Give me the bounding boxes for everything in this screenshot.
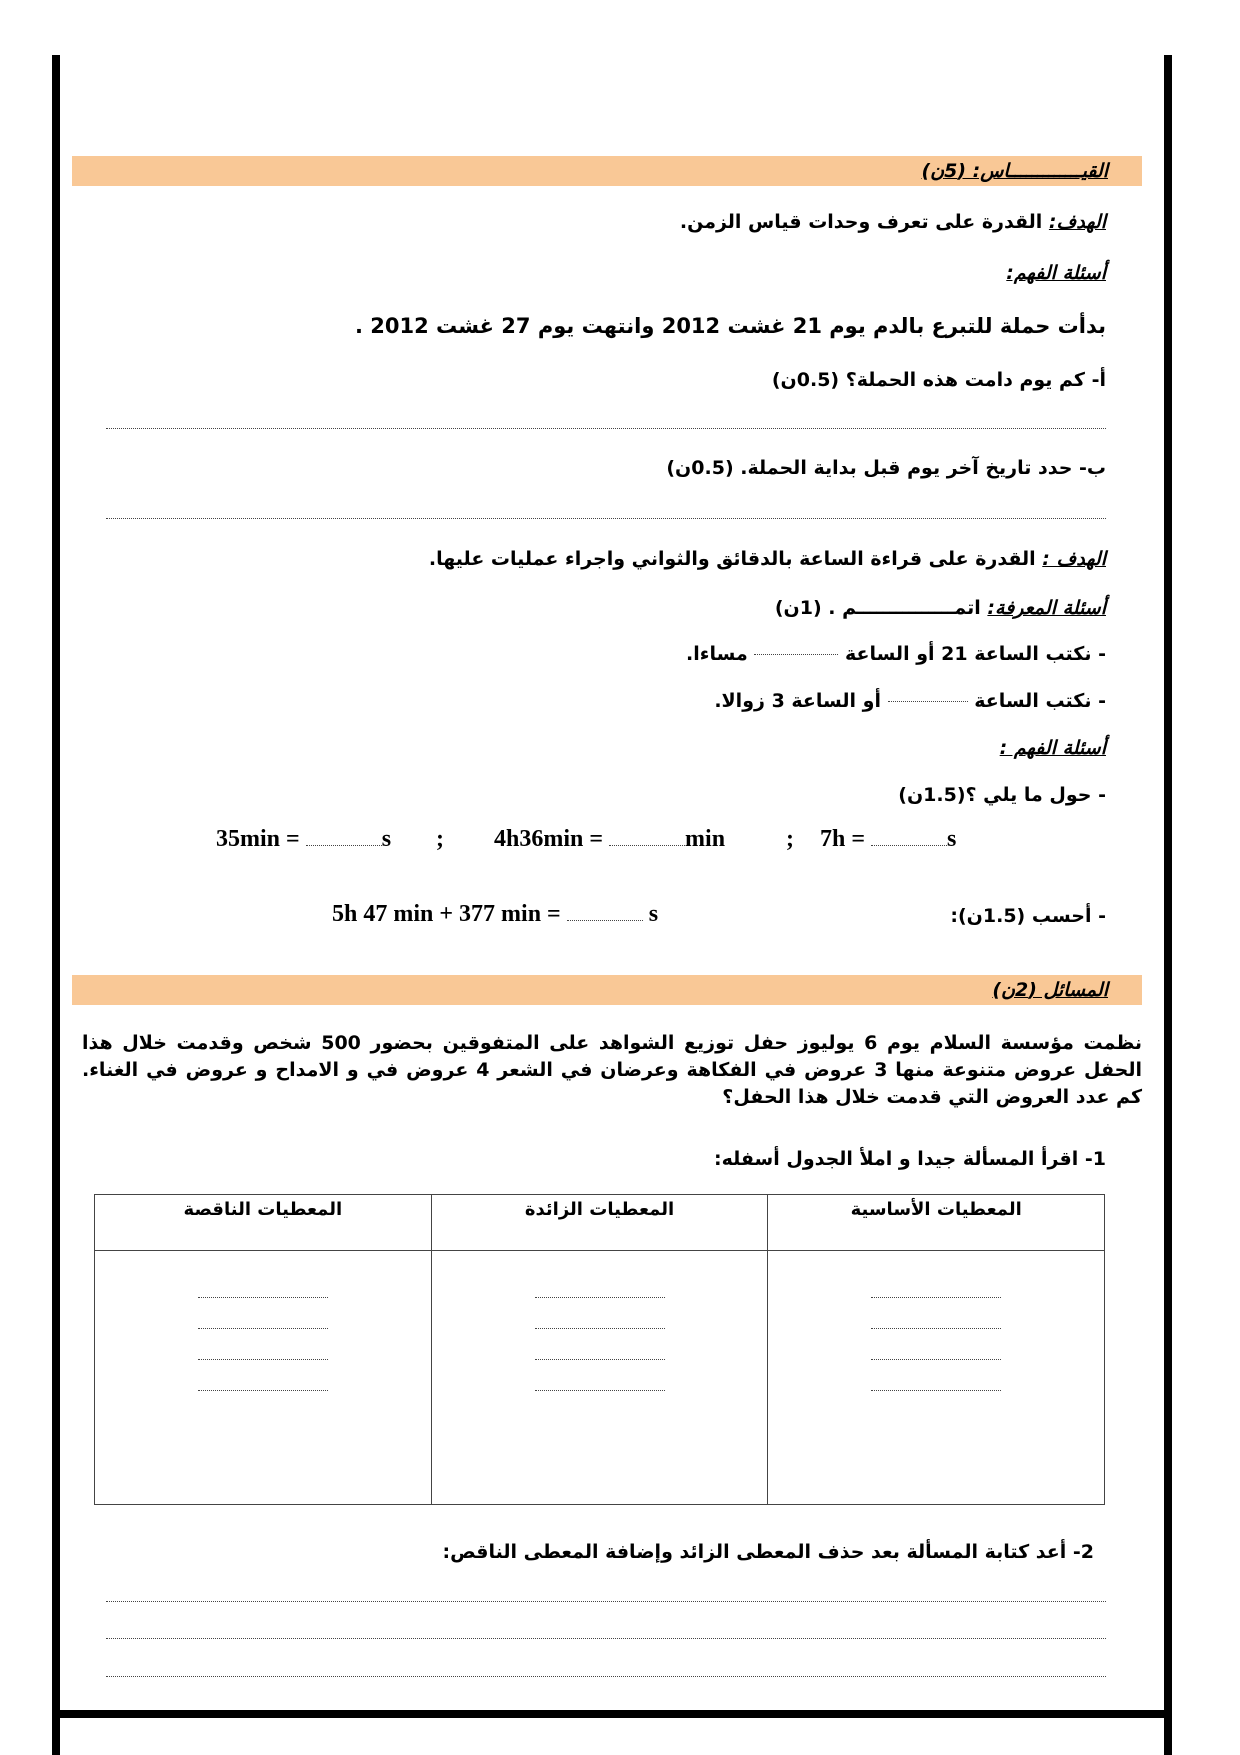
cell-line[interactable] <box>198 1359 328 1360</box>
goal-2-label: الهدف : <box>1042 548 1106 570</box>
table-row <box>95 1251 1105 1505</box>
cell-line[interactable] <box>535 1359 665 1360</box>
cell-line[interactable] <box>535 1328 665 1329</box>
statement: بدأت حملة للتبرع بالدم يوم 21 غشت 2012 وانتهت يوم 27 غشت 2012 . <box>354 314 1106 338</box>
rewrite-line-2[interactable] <box>106 1638 1106 1639</box>
knowledge-item-1: - نكتب الساعة 21 أو الساعة مساءا. <box>686 643 1106 665</box>
question-2: 2- أعد كتابة المسألة بعد حذف المعطى الزائد وإضافة المعطى الناقص: <box>442 1541 1094 1563</box>
compute-instruction: - أحسب (1.5ن): <box>950 905 1106 927</box>
goal-1-label: الهدف: <box>1048 211 1106 233</box>
cell-essential[interactable] <box>768 1251 1105 1505</box>
table-header-row <box>95 1195 1105 1251</box>
cell-line[interactable] <box>535 1297 665 1298</box>
blank-1[interactable] <box>754 654 838 655</box>
header-missing: المعطيات الناقصة <box>95 1195 432 1251</box>
header-essential: المعطيات الأساسية <box>768 1195 1105 1251</box>
goal-2 <box>429 546 1106 572</box>
question-1: 1- اقرأ المسألة جيدا و املأ الجدول أسفله: <box>713 1148 1106 1170</box>
comprehension-label: أسئلة الفهم: <box>1006 262 1106 284</box>
convert-instruction: - حول ما يلي ؟(1.5ن) <box>898 784 1106 806</box>
cell-line[interactable] <box>198 1297 328 1298</box>
knowledge-question <box>775 595 1106 621</box>
cell-line[interactable] <box>198 1390 328 1391</box>
measure-header-band <box>72 156 1142 186</box>
conversion-2: 4h36min = min <box>494 826 726 852</box>
separator-2: ; <box>786 826 794 852</box>
conversion-1: 35min = s <box>216 826 392 852</box>
knowledge-text: اتمـــــــــــــــم . (1ن) <box>774 597 988 619</box>
goal-2-text: القدرة على قراءة الساعة بالدقائق والثواني واجراء عمليات عليها. <box>428 548 1043 570</box>
header-extra: المعطيات الزائدة <box>431 1195 768 1251</box>
goal-1-text: القدرة على تعرف وحدات قياس الزمن. <box>679 211 1049 233</box>
cell-extra[interactable] <box>431 1251 768 1505</box>
compute-expression: 5h 47 min + 377 min = s <box>332 901 659 927</box>
right-border <box>1164 55 1172 1755</box>
problem-text: نظمت مؤسسة السلام يوم 6 يوليوز حفل توزيع الشواهد على المتفوقين بحضور 500 شخص وقدمت خلال هذا الحفل عروض متنوعة منها 3 عروض في الفكاهة وعرضان في الشعر 4 عروض في و الامداح و عروض في الغناء. كم عدد العروض التي قدمت خلال هذا الحفل؟ <box>82 1032 1143 1108</box>
goal-1 <box>680 209 1106 235</box>
answer-line-a[interactable] <box>106 428 1106 429</box>
answer-line-b[interactable] <box>106 518 1106 519</box>
cell-line[interactable] <box>871 1359 1001 1360</box>
cell-line[interactable] <box>198 1328 328 1329</box>
conversion-1-blank[interactable] <box>306 845 382 846</box>
comprehension-label-2: أسئلة الفهم : <box>999 737 1106 759</box>
rewrite-line-1[interactable] <box>106 1601 1106 1602</box>
cell-line[interactable] <box>871 1390 1001 1391</box>
cell-line[interactable] <box>871 1297 1001 1298</box>
measure-header: القيـــــــــــــاس: (5ن) <box>921 160 1108 182</box>
bottom-border <box>52 1710 1172 1718</box>
cell-line[interactable] <box>871 1328 1001 1329</box>
rewrite-line-3[interactable] <box>106 1676 1106 1677</box>
problems-header: المسائل (2ن) <box>992 979 1108 1001</box>
conversion-3-blank[interactable] <box>871 845 947 846</box>
left-border <box>52 55 60 1755</box>
conversion-3: 7h = s <box>820 826 957 852</box>
question-a: أ- كم يوم دامت هذه الحملة؟ (0.5ن) <box>771 369 1106 391</box>
knowledge-item-2: - نكتب الساعة أو الساعة 3 زوالا. <box>714 690 1106 712</box>
cell-line[interactable] <box>535 1390 665 1391</box>
problems-header-band <box>72 975 1142 1005</box>
separator-1: ; <box>436 826 444 852</box>
question-b: ب- حدد تاريخ آخر يوم قبل بداية الحملة. (0.5ن) <box>666 457 1106 479</box>
conversion-2-blank[interactable] <box>609 845 685 846</box>
cell-missing[interactable] <box>95 1251 432 1505</box>
data-table <box>94 1194 1105 1505</box>
blank-2[interactable] <box>888 701 968 702</box>
knowledge-label: أسئلة المعرفة: <box>987 597 1106 619</box>
compute-blank[interactable] <box>567 920 643 921</box>
